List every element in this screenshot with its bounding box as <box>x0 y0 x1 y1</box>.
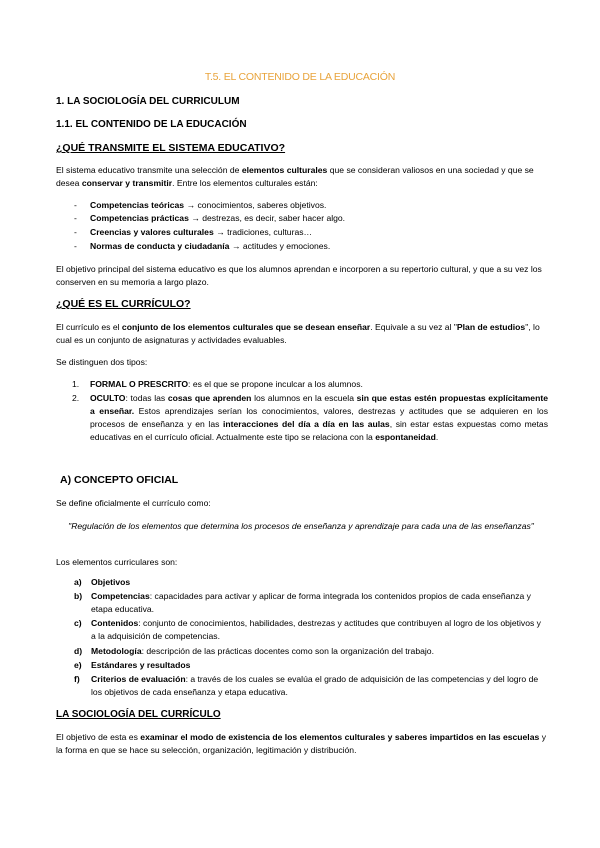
list-item: - Competencias teóricas → conocimientos, saberes objetivos. <box>74 200 327 210</box>
element-item: c) Contenidos: conjunto de conocimientos, habilidades, destrezas y actitudes que contribuyen al logro de los objetivos y a la adquisición de competencias. <box>74 618 541 641</box>
element-item: b) Competencias: capacidades para activar y aplicar de forma integrada los contenidos propios de cada enseñanza y etapa educativa. <box>74 591 531 614</box>
document-title: T.5. EL CONTENIDO DE LA EDUCACIÓN <box>204 71 396 83</box>
paragraph-curriculum-definition: El currículo es el conjunto de los elementos culturales que se desean enseñar. Equivale a su vez al "Plan de estudios", lo cual es un conjunto de asignaturas y actividades evaluables. <box>56 322 540 345</box>
section-a-heading: A) CONCEPTO OFICIAL <box>60 474 179 486</box>
section-heading: 1. LA SOCIOLOGÍA DEL CURRICULUM <box>56 96 240 107</box>
subsection-heading: 1.1. EL CONTENIDO DE LA EDUCACIÓN <box>56 119 247 130</box>
paragraph-objective: El objetivo principal del sistema educativo es que los alumnos aprendan e incorporen a su repertorio cultural, y que a su vez los conserven en su memoria a largo plazo. <box>56 264 542 287</box>
list-item: - Competencias prácticas → destrezas, es decir, saber hacer algo. <box>74 213 346 223</box>
element-item: e) Estándares y resultados <box>74 660 191 670</box>
question-heading-curriculum: ¿QUÉ ES EL CURRÍCULO? <box>56 298 191 310</box>
list-item: - Creencias y valores culturales → tradiciones, culturas… <box>74 227 313 237</box>
sociology-heading: LA SOCIOLOGÍA DEL CURRÍCULO <box>56 709 221 720</box>
paragraph-official-definition: Se define oficialmente el currículo como: <box>56 498 211 508</box>
element-item: a) Objetivos <box>74 577 131 587</box>
element-item: d) Metodología: descripción de las prácticas docentes como son la organización del trabajo. <box>74 646 434 656</box>
numbered-item-hidden: 2. OCULTO: todas las cosas que aprenden los alumnos en la escuela sin que estas estén propuestas explícitamente a enseñar. Estos aprendizajes serían los conocimientos, valores, destrezas y actitudes que se adquieren en los procesos de enseñanza y en las interacciones del día a día en las aulas, sin estar estas expuestas como metas educativas en el currículo oficial. Actualmente este tipo se relaciona con la espontaneidad. <box>72 393 548 442</box>
element-item: f) Criterios de evaluación: a través de los cuales se evalúa el grado de adquisición de las competencias y del logro de los objetivos de cada enseñanza y etapa educativa. <box>74 674 539 697</box>
paragraph-sociology: El objetivo de esta es examinar el modo de existencia de los elementos culturales y saberes impartidos en las escuelas y la forma en que se hace su selección, organización, legitimación y distribución. <box>56 732 546 755</box>
paragraph-elements-intro: Los elementos curriculares son: <box>56 557 178 567</box>
numbered-item-formal: 1. FORMAL O PRESCRITO: es el que se propone inculcar a los alumnos. <box>72 379 363 389</box>
list-item: - Normas de conducta y ciudadanía → actitudes y emociones. <box>74 241 331 251</box>
paragraph-intro: El sistema educativo transmite una selección de elementos culturales que se consideran valiosos en una sociedad y que se desea conservar y transmitir. Entre los elementos culturales están: <box>56 165 534 188</box>
paragraph-types-intro: Se distinguen dos tipos: <box>56 357 148 367</box>
question-heading-transmit: ¿QUÉ TRANSMITE EL SISTEMA EDUCATIVO? <box>56 142 286 154</box>
official-definition-quote: "Regulación de los elementos que determina los procesos de enseñanza y aprendizaje para cada una de las enseñanzas" <box>68 521 534 531</box>
